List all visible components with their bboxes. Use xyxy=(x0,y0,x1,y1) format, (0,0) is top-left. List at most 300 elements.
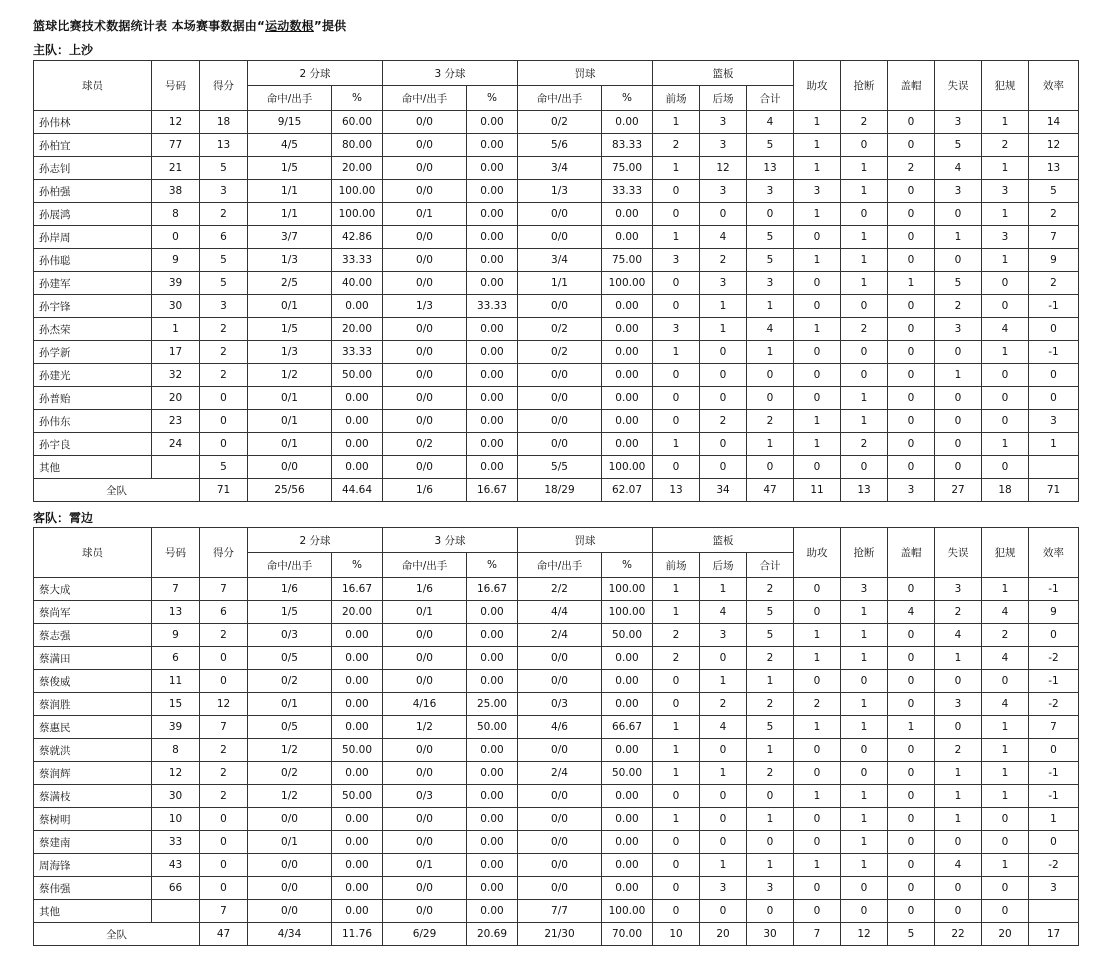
header-three-pt: 3 分球 xyxy=(383,61,518,86)
cell-two-pt-made-att: 1/5 xyxy=(248,157,332,180)
cell-two-pt-pct: 20.00 xyxy=(332,318,383,341)
cell-fouls: 2 xyxy=(982,624,1029,647)
cell-three-pt-made-att: 0/0 xyxy=(383,647,467,670)
cell-turnovers: 0 xyxy=(935,203,982,226)
cell-ft-pct: 0.00 xyxy=(602,693,653,716)
cell-fouls: 0 xyxy=(982,364,1029,387)
cell-points: 6 xyxy=(200,601,248,624)
cell-ft-made-att: 0/2 xyxy=(518,341,602,364)
cell-blocks: 0 xyxy=(888,295,935,318)
cell-ft-made-att: 0/0 xyxy=(518,670,602,693)
header-row xyxy=(34,61,1079,86)
title-prefix: 篮球比赛技术数据统计表 本场赛事数据由“ xyxy=(33,19,266,33)
cell-total-reb: 4 xyxy=(747,318,794,341)
team-total-row xyxy=(34,479,1079,502)
cell-off-reb: 1 xyxy=(653,341,700,364)
cell-fouls: 1 xyxy=(982,433,1029,456)
cell-two-pt-pct: 40.00 xyxy=(332,272,383,295)
cell-ft-pct: 100.00 xyxy=(602,456,653,479)
cell-player: 孙普贻 xyxy=(34,387,152,410)
cell-ft-made-att: 1/3 xyxy=(518,180,602,203)
cell-steals: 1 xyxy=(841,854,888,877)
cell-ft-made-att: 0/0 xyxy=(518,647,602,670)
cell-ft-pct: 0.00 xyxy=(602,111,653,134)
cell-off-reb: 2 xyxy=(653,134,700,157)
cell-points: 0 xyxy=(200,670,248,693)
cell-number: 39 xyxy=(152,272,200,295)
cell-ft-made-att: 3/4 xyxy=(518,249,602,272)
cell-assists: 0 xyxy=(794,578,841,601)
cell-player: 蔡润胜 xyxy=(34,693,152,716)
cell-off-reb: 0 xyxy=(653,900,700,923)
cell-three-pt-pct: 0.00 xyxy=(467,808,518,831)
cell-total-ft-made-att: 21/30 xyxy=(518,923,602,946)
cell-ft-made-att: 0/0 xyxy=(518,364,602,387)
cell-total-reb: 0 xyxy=(747,456,794,479)
cell-steals: 2 xyxy=(841,433,888,456)
cell-fouls: 0 xyxy=(982,900,1029,923)
header-three-pt-made-att: 命中/出手 xyxy=(383,553,467,578)
cell-fouls: 1 xyxy=(982,157,1029,180)
table-row xyxy=(34,226,1079,249)
cell-points: 3 xyxy=(200,180,248,203)
cell-two-pt-pct: 50.00 xyxy=(332,364,383,387)
cell-turnovers: 0 xyxy=(935,433,982,456)
cell-def-reb: 0 xyxy=(700,808,747,831)
cell-three-pt-made-att: 0/0 xyxy=(383,456,467,479)
cell-three-pt-made-att: 1/3 xyxy=(383,295,467,318)
cell-blocks: 0 xyxy=(888,111,935,134)
cell-total-reb: 5 xyxy=(747,716,794,739)
cell-three-pt-pct: 25.00 xyxy=(467,693,518,716)
table-row xyxy=(34,624,1079,647)
cell-two-pt-pct: 0.00 xyxy=(332,410,383,433)
cell-off-reb: 0 xyxy=(653,272,700,295)
cell-turnovers: 3 xyxy=(935,578,982,601)
cell-off-reb: 3 xyxy=(653,318,700,341)
cell-player: 蔡伟强 xyxy=(34,877,152,900)
cell-ft-pct: 0.00 xyxy=(602,670,653,693)
cell-assists: 0 xyxy=(794,900,841,923)
cell-efficiency: -2 xyxy=(1029,854,1079,877)
cell-off-reb: 0 xyxy=(653,877,700,900)
cell-total-fouls: 20 xyxy=(982,923,1029,946)
header-ft-made-att: 命中/出手 xyxy=(518,553,602,578)
cell-total-reb: 1 xyxy=(747,854,794,877)
cell-steals: 1 xyxy=(841,226,888,249)
cell-blocks: 0 xyxy=(888,134,935,157)
cell-total-reb: 1 xyxy=(747,670,794,693)
cell-points: 0 xyxy=(200,647,248,670)
header-points: 得分 xyxy=(200,61,248,111)
cell-number: 21 xyxy=(152,157,200,180)
header-two-pt-pct: % xyxy=(332,553,383,578)
header-turnovers: 失误 xyxy=(935,61,982,111)
header-free-throw: 罚球 xyxy=(518,528,653,553)
cell-turnovers: 4 xyxy=(935,854,982,877)
cell-player: 蔡志强 xyxy=(34,624,152,647)
cell-two-pt-made-att: 1/5 xyxy=(248,318,332,341)
cell-three-pt-pct: 0.00 xyxy=(467,877,518,900)
table-row xyxy=(34,854,1079,877)
cell-off-reb: 0 xyxy=(653,693,700,716)
cell-def-reb: 0 xyxy=(700,831,747,854)
cell-number: 12 xyxy=(152,762,200,785)
cell-def-reb: 0 xyxy=(700,341,747,364)
cell-efficiency: 7 xyxy=(1029,226,1079,249)
cell-assists: 1 xyxy=(794,249,841,272)
cell-total-total-reb: 47 xyxy=(747,479,794,502)
cell-blocks: 0 xyxy=(888,762,935,785)
cell-ft-pct: 0.00 xyxy=(602,854,653,877)
table-row xyxy=(34,647,1079,670)
cell-efficiency xyxy=(1029,900,1079,923)
cell-three-pt-pct: 0.00 xyxy=(467,456,518,479)
cell-off-reb: 0 xyxy=(653,670,700,693)
cell-blocks: 0 xyxy=(888,456,935,479)
cell-assists: 1 xyxy=(794,157,841,180)
cell-total-points: 47 xyxy=(200,923,248,946)
cell-ft-pct: 33.33 xyxy=(602,180,653,203)
table-row xyxy=(34,295,1079,318)
table-row xyxy=(34,249,1079,272)
cell-three-pt-made-att: 0/0 xyxy=(383,341,467,364)
cell-assists: 0 xyxy=(794,762,841,785)
cell-assists: 0 xyxy=(794,739,841,762)
cell-efficiency: 9 xyxy=(1029,601,1079,624)
cell-def-reb: 1 xyxy=(700,854,747,877)
cell-efficiency: 2 xyxy=(1029,203,1079,226)
cell-two-pt-pct: 0.00 xyxy=(332,387,383,410)
header-three-pt-pct: % xyxy=(467,86,518,111)
cell-fouls: 1 xyxy=(982,341,1029,364)
cell-steals: 1 xyxy=(841,624,888,647)
cell-turnovers: 1 xyxy=(935,226,982,249)
cell-off-reb: 0 xyxy=(653,456,700,479)
table-row xyxy=(34,785,1079,808)
cell-total-reb: 2 xyxy=(747,693,794,716)
cell-turnovers: 0 xyxy=(935,877,982,900)
cell-turnovers: 0 xyxy=(935,900,982,923)
cell-two-pt-made-att: 1/2 xyxy=(248,785,332,808)
cell-two-pt-pct: 0.00 xyxy=(332,808,383,831)
cell-ft-pct: 100.00 xyxy=(602,578,653,601)
cell-ft-pct: 0.00 xyxy=(602,831,653,854)
cell-total-reb: 3 xyxy=(747,272,794,295)
cell-three-pt-made-att: 0/0 xyxy=(383,249,467,272)
cell-def-reb: 0 xyxy=(700,387,747,410)
cell-fouls: 0 xyxy=(982,410,1029,433)
header-turnovers: 失误 xyxy=(935,528,982,578)
cell-ft-made-att: 0/0 xyxy=(518,387,602,410)
cell-three-pt-pct: 16.67 xyxy=(467,578,518,601)
cell-total-def-reb: 20 xyxy=(700,923,747,946)
cell-total-steals: 13 xyxy=(841,479,888,502)
data-provider-link[interactable]: 运动数根 xyxy=(265,19,314,33)
cell-ft-pct: 50.00 xyxy=(602,762,653,785)
table-row xyxy=(34,762,1079,785)
cell-ft-pct: 75.00 xyxy=(602,157,653,180)
cell-three-pt-pct: 33.33 xyxy=(467,295,518,318)
cell-player: 孙展鸿 xyxy=(34,203,152,226)
cell-points: 5 xyxy=(200,456,248,479)
cell-three-pt-pct: 0.00 xyxy=(467,249,518,272)
cell-number: 77 xyxy=(152,134,200,157)
cell-efficiency: 12 xyxy=(1029,134,1079,157)
cell-blocks: 4 xyxy=(888,601,935,624)
cell-three-pt-pct: 0.00 xyxy=(467,341,518,364)
header-efficiency: 效率 xyxy=(1029,528,1079,578)
cell-player: 蔡建南 xyxy=(34,831,152,854)
cell-blocks: 0 xyxy=(888,854,935,877)
cell-ft-made-att: 0/0 xyxy=(518,203,602,226)
cell-three-pt-made-att: 0/0 xyxy=(383,180,467,203)
cell-ft-pct: 0.00 xyxy=(602,739,653,762)
cell-number: 33 xyxy=(152,831,200,854)
cell-points: 0 xyxy=(200,808,248,831)
cell-number: 20 xyxy=(152,387,200,410)
cell-number: 43 xyxy=(152,854,200,877)
cell-ft-made-att: 2/2 xyxy=(518,578,602,601)
document-title xyxy=(33,17,346,34)
cell-blocks: 0 xyxy=(888,578,935,601)
cell-two-pt-made-att: 1/5 xyxy=(248,601,332,624)
table-row xyxy=(34,387,1079,410)
cell-number: 12 xyxy=(152,111,200,134)
cell-three-pt-pct: 0.00 xyxy=(467,900,518,923)
cell-player: 孙志钊 xyxy=(34,157,152,180)
cell-fouls: 1 xyxy=(982,785,1029,808)
cell-steals: 1 xyxy=(841,387,888,410)
cell-two-pt-made-att: 0/1 xyxy=(248,433,332,456)
cell-total-ft-pct: 70.00 xyxy=(602,923,653,946)
cell-assists: 0 xyxy=(794,808,841,831)
cell-turnovers: 3 xyxy=(935,111,982,134)
cell-ft-pct: 75.00 xyxy=(602,249,653,272)
cell-three-pt-pct: 0.00 xyxy=(467,854,518,877)
cell-three-pt-made-att: 0/0 xyxy=(383,410,467,433)
cell-assists: 0 xyxy=(794,456,841,479)
cell-blocks: 0 xyxy=(888,387,935,410)
cell-ft-pct: 0.00 xyxy=(602,877,653,900)
cell-three-pt-made-att: 0/1 xyxy=(383,203,467,226)
cell-fouls: 0 xyxy=(982,295,1029,318)
table-row xyxy=(34,831,1079,854)
cell-points: 3 xyxy=(200,295,248,318)
cell-points: 5 xyxy=(200,157,248,180)
cell-two-pt-pct: 0.00 xyxy=(332,693,383,716)
cell-two-pt-made-att: 0/0 xyxy=(248,877,332,900)
cell-total-reb: 3 xyxy=(747,180,794,203)
cell-three-pt-pct: 0.00 xyxy=(467,226,518,249)
cell-three-pt-made-att: 0/0 xyxy=(383,624,467,647)
cell-efficiency: -1 xyxy=(1029,578,1079,601)
cell-points: 2 xyxy=(200,624,248,647)
cell-ft-pct: 100.00 xyxy=(602,272,653,295)
cell-total-reb: 5 xyxy=(747,249,794,272)
cell-total-efficiency: 17 xyxy=(1029,923,1079,946)
cell-ft-pct: 0.00 xyxy=(602,410,653,433)
cell-three-pt-pct: 0.00 xyxy=(467,762,518,785)
cell-total-reb: 2 xyxy=(747,410,794,433)
cell-turnovers: 2 xyxy=(935,739,982,762)
cell-ft-pct: 0.00 xyxy=(602,364,653,387)
cell-blocks: 0 xyxy=(888,624,935,647)
cell-total-two-pt-pct: 11.76 xyxy=(332,923,383,946)
cell-ft-made-att: 0/0 xyxy=(518,808,602,831)
cell-two-pt-pct: 20.00 xyxy=(332,601,383,624)
cell-fouls: 1 xyxy=(982,716,1029,739)
cell-two-pt-made-att: 0/0 xyxy=(248,854,332,877)
cell-blocks: 0 xyxy=(888,647,935,670)
cell-points: 0 xyxy=(200,433,248,456)
header-total-reb: 合计 xyxy=(747,553,794,578)
cell-number: 0 xyxy=(152,226,200,249)
cell-off-reb: 0 xyxy=(653,831,700,854)
cell-three-pt-pct: 0.00 xyxy=(467,670,518,693)
cell-player: 孙杰荣 xyxy=(34,318,152,341)
cell-two-pt-pct: 60.00 xyxy=(332,111,383,134)
cell-efficiency: -2 xyxy=(1029,693,1079,716)
cell-efficiency: 0 xyxy=(1029,387,1079,410)
header-ft-pct: % xyxy=(602,553,653,578)
cell-turnovers: 0 xyxy=(935,410,982,433)
cell-turnovers: 0 xyxy=(935,716,982,739)
cell-def-reb: 3 xyxy=(700,111,747,134)
cell-ft-made-att: 0/3 xyxy=(518,693,602,716)
table-row xyxy=(34,877,1079,900)
cell-points: 12 xyxy=(200,693,248,716)
table-row xyxy=(34,180,1079,203)
cell-player: 蔡树明 xyxy=(34,808,152,831)
cell-total-turnovers: 27 xyxy=(935,479,982,502)
header-three-pt: 3 分球 xyxy=(383,528,518,553)
cell-fouls: 0 xyxy=(982,387,1029,410)
cell-blocks: 0 xyxy=(888,341,935,364)
cell-points: 2 xyxy=(200,739,248,762)
cell-def-reb: 3 xyxy=(700,624,747,647)
cell-ft-made-att: 5/5 xyxy=(518,456,602,479)
team-total-row xyxy=(34,923,1079,946)
cell-assists: 1 xyxy=(794,624,841,647)
cell-blocks: 0 xyxy=(888,900,935,923)
cell-def-reb: 0 xyxy=(700,900,747,923)
cell-ft-made-att: 0/2 xyxy=(518,111,602,134)
cell-steals: 0 xyxy=(841,456,888,479)
cell-ft-pct: 0.00 xyxy=(602,647,653,670)
cell-number: 66 xyxy=(152,877,200,900)
cell-three-pt-pct: 0.00 xyxy=(467,364,518,387)
cell-points: 6 xyxy=(200,226,248,249)
cell-player: 孙伟聪 xyxy=(34,249,152,272)
cell-ft-pct: 0.00 xyxy=(602,433,653,456)
cell-player: 孙柏强 xyxy=(34,180,152,203)
cell-two-pt-made-att: 0/3 xyxy=(248,624,332,647)
cell-number: 8 xyxy=(152,739,200,762)
cell-def-reb: 2 xyxy=(700,249,747,272)
cell-total-off-reb: 10 xyxy=(653,923,700,946)
cell-fouls: 0 xyxy=(982,272,1029,295)
cell-number xyxy=(152,456,200,479)
cell-two-pt-pct: 100.00 xyxy=(332,180,383,203)
cell-number: 24 xyxy=(152,433,200,456)
cell-total-reb: 1 xyxy=(747,341,794,364)
table-row xyxy=(34,272,1079,295)
cell-two-pt-made-att: 1/3 xyxy=(248,341,332,364)
cell-off-reb: 1 xyxy=(653,716,700,739)
cell-two-pt-made-att: 1/3 xyxy=(248,249,332,272)
cell-two-pt-made-att: 3/7 xyxy=(248,226,332,249)
cell-turnovers: 0 xyxy=(935,341,982,364)
cell-fouls: 1 xyxy=(982,203,1029,226)
cell-steals: 0 xyxy=(841,900,888,923)
cell-points: 0 xyxy=(200,410,248,433)
cell-points: 7 xyxy=(200,716,248,739)
cell-ft-pct: 0.00 xyxy=(602,203,653,226)
cell-three-pt-made-att: 0/0 xyxy=(383,364,467,387)
cell-two-pt-made-att: 0/2 xyxy=(248,762,332,785)
cell-blocks: 0 xyxy=(888,318,935,341)
cell-number: 38 xyxy=(152,180,200,203)
cell-total-two-pt-made-att: 4/34 xyxy=(248,923,332,946)
cell-two-pt-made-att: 4/5 xyxy=(248,134,332,157)
cell-ft-pct: 50.00 xyxy=(602,624,653,647)
cell-two-pt-made-att: 1/2 xyxy=(248,739,332,762)
cell-three-pt-pct: 0.00 xyxy=(467,180,518,203)
cell-turnovers: 2 xyxy=(935,295,982,318)
cell-total-reb: 1 xyxy=(747,295,794,318)
cell-total-def-reb: 34 xyxy=(700,479,747,502)
cell-turnovers: 0 xyxy=(935,387,982,410)
cell-off-reb: 2 xyxy=(653,647,700,670)
cell-two-pt-pct: 0.00 xyxy=(332,456,383,479)
cell-efficiency: -1 xyxy=(1029,785,1079,808)
cell-total-ft-made-att: 18/29 xyxy=(518,479,602,502)
cell-blocks: 0 xyxy=(888,670,935,693)
cell-def-reb: 0 xyxy=(700,364,747,387)
cell-def-reb: 3 xyxy=(700,134,747,157)
cell-steals: 0 xyxy=(841,364,888,387)
cell-three-pt-made-att: 0/0 xyxy=(383,157,467,180)
cell-blocks: 0 xyxy=(888,364,935,387)
cell-three-pt-made-att: 0/1 xyxy=(383,601,467,624)
cell-two-pt-made-att: 0/2 xyxy=(248,670,332,693)
cell-player: 孙伟林 xyxy=(34,111,152,134)
cell-points: 2 xyxy=(200,762,248,785)
cell-fouls: 1 xyxy=(982,578,1029,601)
cell-two-pt-pct: 33.33 xyxy=(332,249,383,272)
cell-blocks: 0 xyxy=(888,831,935,854)
cell-def-reb: 0 xyxy=(700,647,747,670)
cell-efficiency: 3 xyxy=(1029,410,1079,433)
cell-ft-made-att: 0/0 xyxy=(518,410,602,433)
cell-two-pt-pct: 50.00 xyxy=(332,739,383,762)
cell-number: 1 xyxy=(152,318,200,341)
cell-steals: 0 xyxy=(841,134,888,157)
cell-steals: 1 xyxy=(841,272,888,295)
header-blocks: 盖帽 xyxy=(888,61,935,111)
cell-off-reb: 2 xyxy=(653,624,700,647)
away-stats-table xyxy=(33,527,1079,946)
cell-number: 8 xyxy=(152,203,200,226)
header-two-pt-made-att: 命中/出手 xyxy=(248,553,332,578)
cell-player: 孙学新 xyxy=(34,341,152,364)
cell-player: 蔡尚军 xyxy=(34,601,152,624)
cell-two-pt-made-att: 0/0 xyxy=(248,900,332,923)
cell-player: 其他 xyxy=(34,456,152,479)
cell-team-label: 全队 xyxy=(34,479,200,502)
cell-blocks: 0 xyxy=(888,203,935,226)
